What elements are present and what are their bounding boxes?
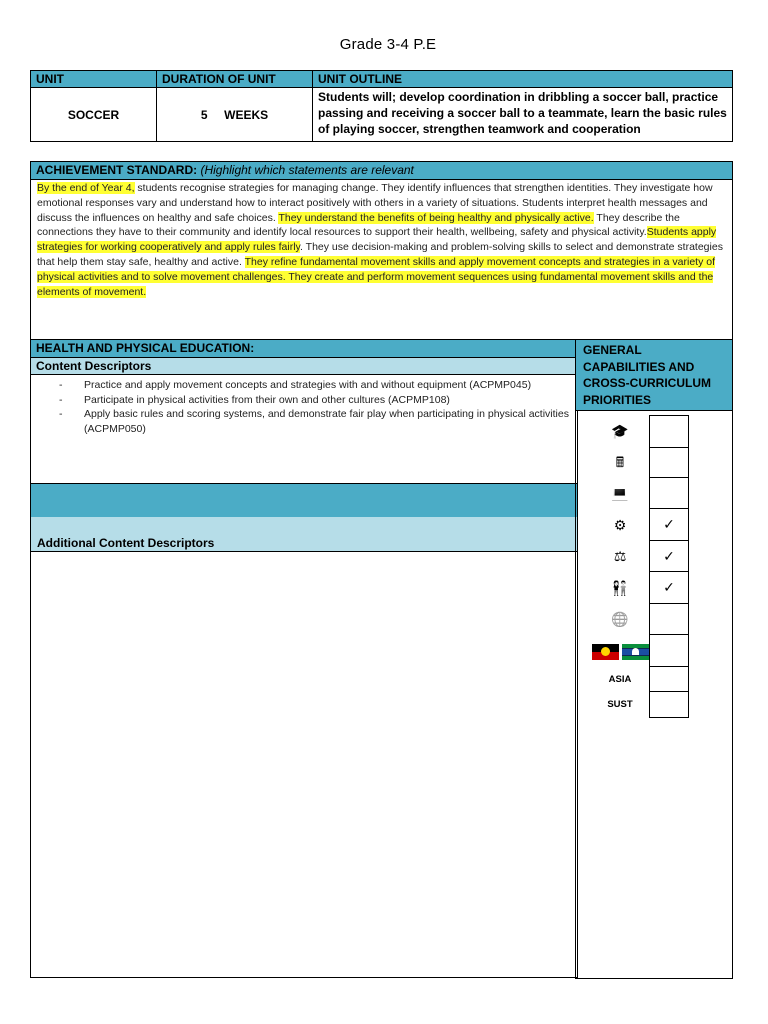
capability-row — [576, 667, 732, 692]
hpe-section — [30, 339, 578, 978]
duration-number: 5 — [200, 107, 208, 122]
capability-row — [576, 447, 732, 478]
hpe-heading: HEALTH AND PHYSICAL EDUCATION: — [31, 339, 577, 357]
content-descriptor-item: - Participate in physical activities from their own and other cultures (ACPMP108) — [59, 393, 577, 408]
highlighted-statement: Students apply strategies for working cooperatively and apply rules fairly — [37, 226, 717, 254]
achievement-title: ACHIEVEMENT STANDARD: — [36, 163, 198, 177]
achievement-standard-box — [30, 161, 733, 341]
aboriginal-flag-icon — [592, 644, 619, 660]
capability-checkbox[interactable] — [649, 509, 689, 541]
outline-header: UNIT OUTLINE — [313, 71, 733, 88]
statement-text: students recognise strategies for managing change. They identify influences that strengthen identities. They investigate how emotional responses vary and understand how to interact positively with others in a variety of situations. Students interpret health messages and discuss the influences on healthy and safe choices. — [37, 182, 713, 224]
capability-checkbox[interactable] — [649, 604, 689, 635]
capability-checkbox[interactable] — [649, 572, 689, 604]
highlighted-statement: They understand the benefits of being healthy and physically active. — [278, 211, 594, 224]
unit-header: UNIT — [31, 71, 157, 88]
capability-row — [576, 541, 732, 572]
globe-icon: 🌐 — [611, 611, 629, 627]
capability-checkbox[interactable] — [649, 447, 689, 478]
sust-label: SUST — [607, 699, 633, 710]
highlighted-statement: They refine fundamental movement skills and apply movement concepts and strategies in a variety of physical activities and to solve movement challenges. They create and perform movement sequences using fundamental movement skills and the elements of movement. — [37, 255, 716, 298]
capability-row — [576, 509, 732, 541]
gears-icon: ⚙ — [613, 517, 627, 533]
unit-outline: Students will; develop coordination in dribbling a soccer ball, practice passing and receiving a soccer ball to a teammate, learn the basic rules of playing soccer, strengthen teamwork and cooperation — [313, 88, 733, 142]
computer-icon: 💻 — [611, 485, 629, 501]
graduation-cap-icon: 🎓 — [611, 423, 629, 439]
capability-checkbox[interactable] — [649, 478, 689, 509]
blank-band — [31, 483, 577, 518]
calculator-icon: 🖩 — [615, 454, 625, 470]
additional-descriptors-heading: Additional Content Descriptors — [37, 536, 215, 550]
statement-text: . They use decision-making and problem-solving skills to select and demonstrate strategies that help them stay safe, healthy and active. — [37, 241, 723, 268]
capability-checkbox[interactable] — [649, 541, 689, 572]
statement-text: They describe the connections they have to their community and identify local resources to support their health, wellbeing, safety and physical activity. — [37, 211, 680, 239]
achievement-text — [31, 180, 732, 300]
duration-value — [157, 88, 313, 142]
capability-checkbox[interactable] — [649, 692, 689, 718]
achievement-note: (Highlight which statements are relevant — [200, 163, 414, 177]
content-descriptor-item: - Apply basic rules and scoring systems, and demonstrate fair play when participating in physical activities (ACPMP050) — [59, 407, 577, 436]
content-descriptors-heading: Content Descriptors — [31, 357, 577, 375]
duration-header: DURATION OF UNIT — [157, 71, 313, 88]
capability-checkbox[interactable] — [649, 415, 689, 448]
content-descriptors-list — [31, 378, 577, 436]
content-descriptor-item: - Practice and apply movement concepts and strategies with and without equipment (ACPMP045) — [59, 378, 577, 393]
highlighted-statement: By the end of Year 4, — [37, 182, 135, 194]
check-icon: ✓ — [663, 516, 675, 532]
check-icon: ✓ — [663, 579, 675, 595]
scales-icon: ⚖ — [613, 548, 627, 564]
capability-row — [576, 604, 732, 635]
capability-checkbox[interactable] — [649, 667, 689, 692]
unit-value: SOCCER — [31, 88, 157, 142]
capability-row — [576, 635, 732, 667]
achievement-heading — [31, 162, 732, 180]
capabilities-heading: GENERAL CAPABILITIES AND CROSS-CURRICULUM PRIORITIES — [576, 340, 732, 411]
check-icon: ✓ — [663, 548, 675, 564]
additional-descriptors-band — [31, 517, 577, 552]
capabilities-section — [575, 339, 733, 979]
unit-table — [30, 70, 733, 142]
capability-row — [576, 572, 732, 604]
page-title: Grade 3-4 P.E — [339, 36, 437, 53]
capability-row — [576, 692, 732, 718]
flags-icon — [590, 635, 650, 667]
people-icon: 👫 — [611, 580, 629, 596]
duration-unit: WEEKS — [224, 107, 269, 122]
torres-strait-flag-icon — [622, 644, 649, 660]
capability-checkbox[interactable] — [649, 635, 689, 667]
capability-row — [576, 478, 732, 509]
capability-row — [576, 415, 732, 447]
asia-label: ASIA — [608, 674, 632, 685]
